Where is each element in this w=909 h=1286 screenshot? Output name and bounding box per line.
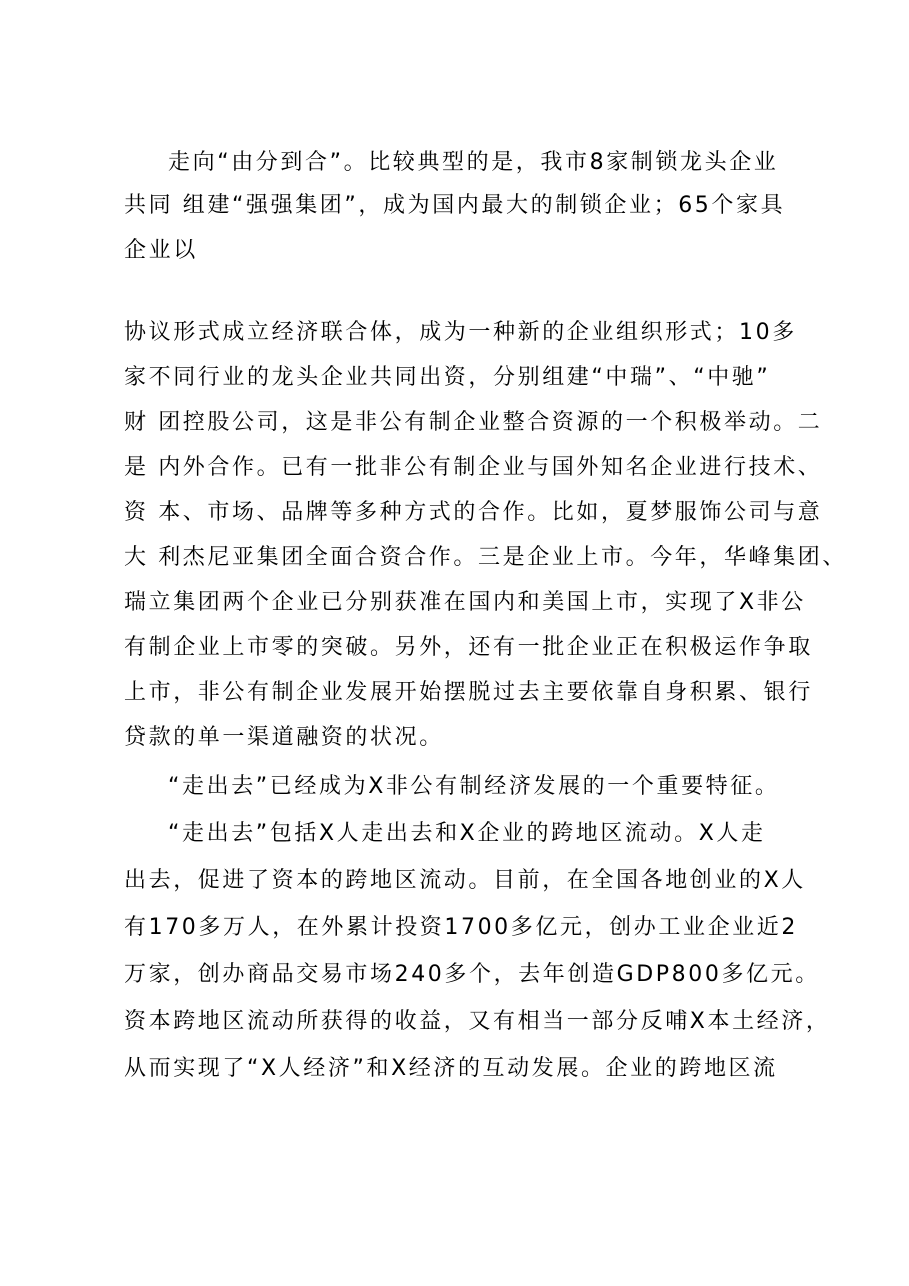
text-line: “走出去”包括X人走出去和X企业的跨地区流动。X人走 [168, 821, 766, 846]
text-line: 协议形式成立经济联合体，成为一种新的企业组织形式；10多 [124, 320, 797, 345]
text-line: 万家，创办商品交易市场240多个，去年创造GDP800多亿元。 [124, 962, 820, 987]
text-line: 贷款的单一渠道融资的状况。 [124, 725, 444, 750]
text-line: 大 利杰尼亚集团全面合资合作。三是企业上市。今年，华峰集团、 [124, 545, 847, 570]
text-line: 财 团控股公司，这是非公有制企业整合资源的一个积极举动。二 [124, 410, 823, 435]
text-line: 从而实现了“X人经济”和X经济的互动发展。企业的跨地区流 [124, 1056, 778, 1081]
text-line: 瑞立集团两个企业已分别获准在国内和美国上市，实现了X非公 [124, 590, 806, 615]
text-line: 资 本、市场、品牌等多种方式的合作。比如，夏梦服饰公司与意 [124, 500, 823, 525]
text-line: 家不同行业的龙头企业共同出资，分别组建“中瑞”、“中驰” [124, 365, 771, 390]
text-line: 走向“由分到合”。比较典型的是，我市8家制锁龙头企业 [168, 150, 779, 175]
text-line: 共同 组建“强强集团”，成为国内最大的制锁企业；65个家具 [124, 193, 786, 218]
text-line: 有170多万人，在外累计投资1700多亿元，创办工业企业近2 [124, 915, 798, 940]
text-line: “走出去”已经成为X非公有制经济发展的一个重要特征。 [168, 774, 780, 799]
text-line: 企业以 [124, 238, 198, 263]
text-line: 是 内外合作。已有一批非公有制企业与国外知名企业进行技术、 [124, 455, 823, 480]
text-line: 有制企业上市零的突破。另外，还有一批企业正在积极运作争取 [124, 635, 813, 660]
text-line: 上市，非公有制企业发展开始摆脱过去主要依靠自身积累、银行 [124, 680, 813, 705]
text-line: 出去，促进了资本的跨地区流动。目前，在全国各地创业的X人 [124, 868, 806, 893]
text-line: 资本跨地区流动所获得的收益，又有相当一部分反哺X本土经济， [124, 1009, 831, 1034]
